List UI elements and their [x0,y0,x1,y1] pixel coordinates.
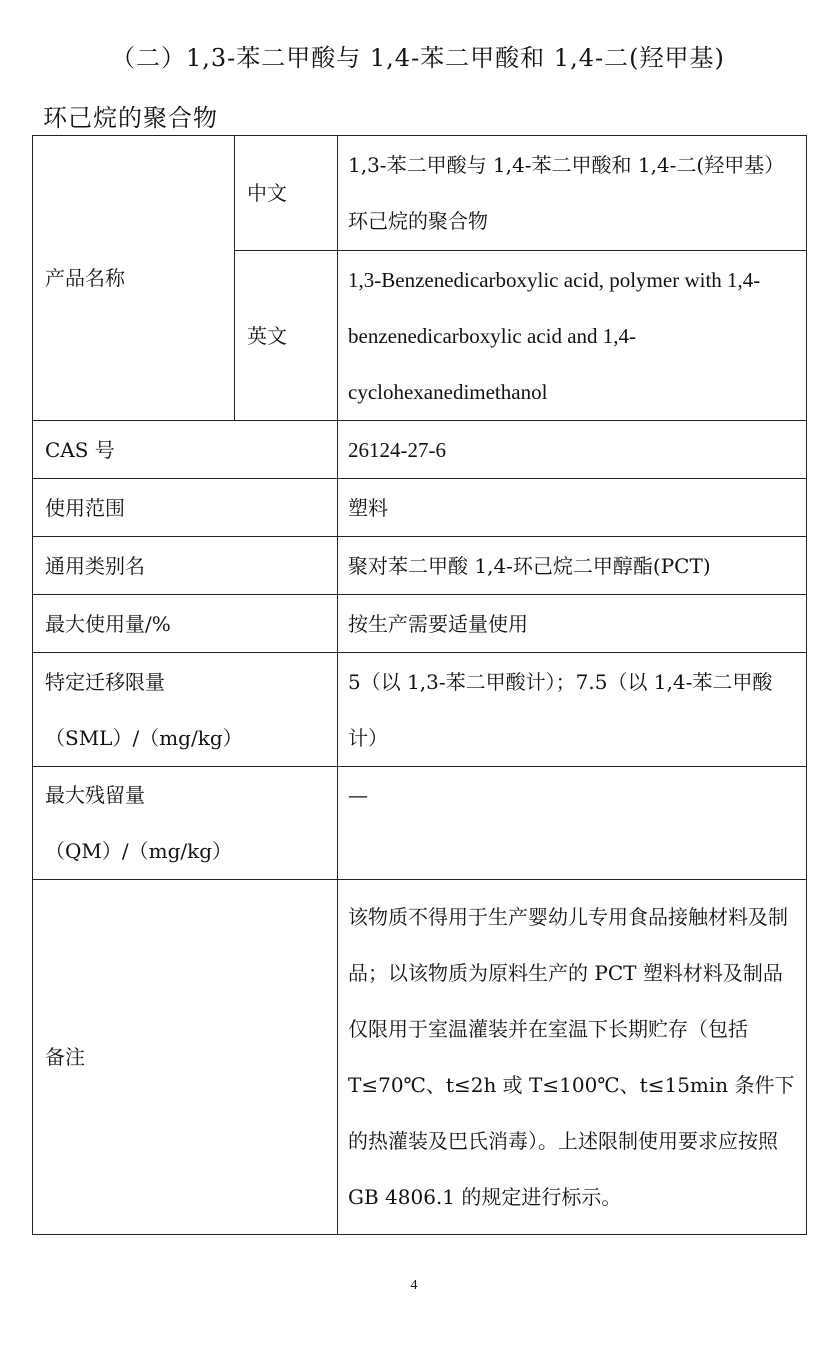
sml-label-line-1: 特定迁移限量 [45,669,165,694]
chinese-label: 中文 [235,136,338,251]
usage-scope-value: 塑料 [338,479,807,537]
table-row [33,595,807,653]
table-row [33,479,807,537]
heading-line-2: 环己烷的聚合物 [43,104,218,132]
generic-name-value: 聚对苯二甲酸 1,4-环己烷二甲醇酯(PCT) [338,537,807,595]
english-name-value: 1,3-Benzenedicarboxylic acid, polymer with 1,4-benzenedicarboxylic acid and 1,4-cyclohexanedimethanol [338,251,807,421]
max-usage-label: 最大使用量/% [33,595,338,653]
table-row [33,537,807,595]
qm-label-line-2: （QM）/（mg/kg） [45,839,233,863]
usage-scope-label: 使用范围 [33,479,338,537]
substance-spec-table [32,135,807,1235]
remark-label: 备注 [33,880,338,1235]
table-row [33,767,807,880]
table-row [33,880,807,1235]
generic-name-label: 通用类别名 [33,537,338,595]
document-heading [43,30,803,146]
qm-label-line-1: 最大残留量 [45,783,145,807]
chinese-name-value: 1,3-苯二甲酸与 1,4-苯二甲酸和 1,4-二(羟甲基）环己烷的聚合物 [338,136,807,251]
table-row [33,653,807,767]
sml-label-line-2: （SML）/（mg/kg） [45,725,243,750]
page-number: 4 [410,1278,418,1293]
cas-value: 26124-27-6 [338,421,807,479]
product-name-label: 产品名称 [33,136,235,421]
max-usage-value: 按生产需要适量使用 [338,595,807,653]
table-row [33,136,807,251]
qm-label [33,767,338,880]
sml-label [33,653,338,767]
english-label: 英文 [235,251,338,421]
cas-label: CAS 号 [33,421,338,479]
heading-line-1: （二）1,3-苯二甲酸与 1,4-苯二甲酸和 1,4-二(羟甲基) [111,44,725,72]
remark-value: 该物质不得用于生产婴幼儿专用食品接触材料及制品；以该物质为原料生产的 PCT 塑料材料及制品仅限用于室温灌装并在室温下长期贮存（包括 T≤70℃、t≤2h 或 T≤100℃、t≤15min 条件下的热灌装及巴氏消毒）。上述限制使用要求应按照 GB 4806.1 的规定进行标示。 [338,880,807,1235]
table-row [33,421,807,479]
qm-value: — [338,767,807,880]
sml-value: 5（以 1,3-苯二甲酸计）；7.5（以 1,4-苯二甲酸计） [338,653,807,767]
